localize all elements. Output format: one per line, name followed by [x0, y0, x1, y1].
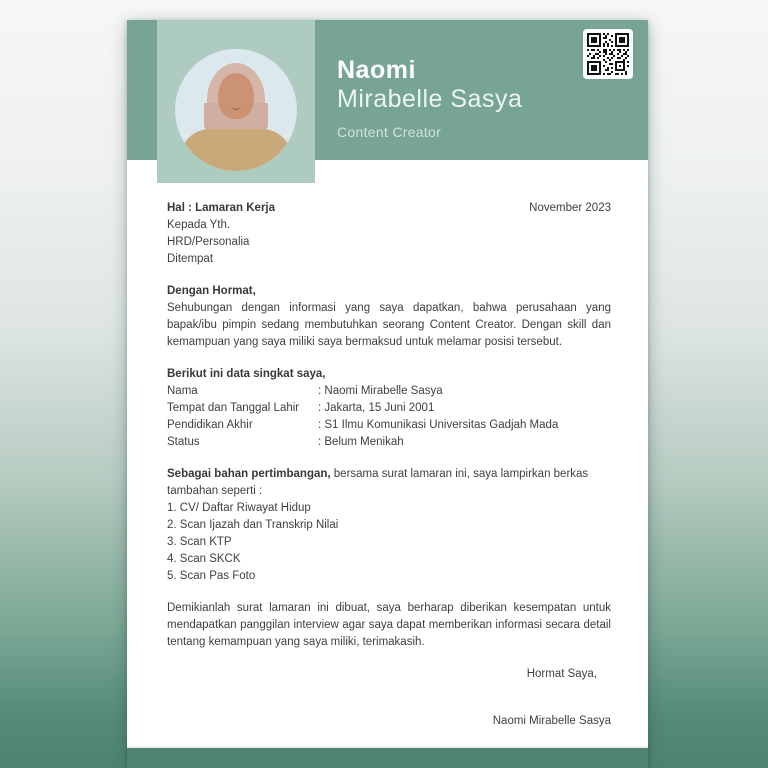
data-row-birth [167, 400, 611, 417]
data-value: : Naomi Mirabelle Sasya [318, 385, 443, 397]
attachments-intro-bold: Sebagai bahan pertimbangan, [167, 468, 331, 480]
attachment-item: 4. Scan SKCK [167, 553, 241, 565]
recipient-line: Kepada Yth. [167, 219, 231, 231]
signature-block [167, 666, 611, 730]
data-label: Pendidikan Akhir [167, 419, 253, 431]
recipient-line: HRD/Personalia [167, 236, 250, 248]
attachments-intro-rest: bersama surat lamaran ini, saya lampirkan berkas tambahan seperti : [167, 468, 589, 497]
data-row-name [167, 383, 611, 400]
salutation: Dengan Hormat, [167, 285, 256, 297]
name-block [337, 56, 522, 140]
data-label: Status [167, 436, 200, 448]
data-intro: Berikut ini data singkat saya, [167, 368, 326, 380]
profile-photo-tile [157, 20, 315, 183]
attachment-item: 2. Scan Ijazah dan Transkrip Nilai [167, 519, 339, 531]
attachments-intro [167, 466, 611, 500]
data-row-education [167, 417, 611, 434]
first-name: Naomi [337, 56, 416, 84]
data-value: : Belum Menikah [318, 436, 404, 448]
profile-photo [175, 49, 297, 171]
footer-band [127, 748, 648, 768]
letter-page [127, 20, 648, 768]
sweater-shape [180, 129, 292, 171]
recipient-line: Ditempat [167, 253, 214, 265]
letter-date: November 2023 [529, 202, 611, 214]
attachment-item: 3. Scan KTP [167, 536, 232, 548]
data-label: Nama [167, 385, 198, 397]
data-row-status [167, 434, 611, 451]
job-title: Content Creator [337, 124, 442, 140]
attachment-item: 5. Scan Pas Foto [167, 570, 256, 582]
data-value: : S1 Ilmu Komunikasi Universitas Gadjah Mada [318, 419, 559, 431]
qr-code-icon [583, 29, 633, 79]
letter-body [167, 200, 611, 730]
opening-paragraph: Sehubungan dengan informasi yang saya dapatkan, bahwa perusahaan yang bapak/ibu pimpin sedang membutuhkan seorang Content Creator. Dengan skill dan kemampuan yang saya miliki saya bermaksud untuk melamar posisi tersebut. [167, 302, 611, 348]
closing-paragraph: Demikianlah surat lamaran ini dibuat, saya berharap diberikan kesempatan untuk mendapatkan panggilan interview agar saya dapat memberikan informasi secara detail tentang kemampuan yang saya miliki, terimakasih. [167, 602, 611, 648]
signature-name: Naomi Mirabelle Sasya [492, 715, 611, 727]
data-value: : Jakarta, 15 Juni 2001 [318, 402, 435, 414]
subject-row [167, 200, 611, 217]
face-shape [218, 73, 254, 119]
data-label: Tempat dan Tanggal Lahir [167, 402, 300, 414]
letter-subject: Hal : Lamaran Kerja [167, 202, 276, 214]
sign-off: Hormat Saya, [526, 668, 597, 680]
last-name: Mirabelle Sasya [337, 85, 523, 113]
attachment-item: 1. CV/ Daftar Riwayat Hidup [167, 502, 311, 514]
